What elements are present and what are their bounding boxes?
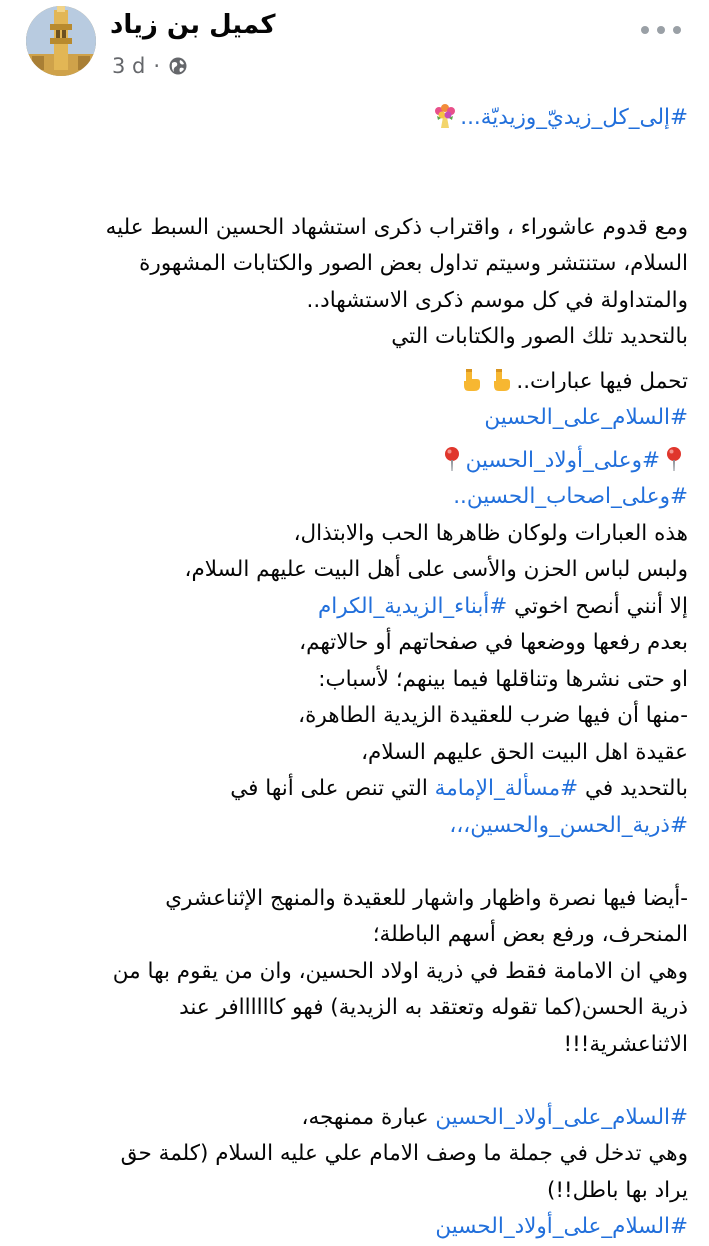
post-line: -أيضا فيها نصرة واظهار واشهار للعقيدة والمنهج الإثناعشري xyxy=(165,885,688,911)
dot-icon xyxy=(673,26,681,34)
author-name[interactable]: كميل بن زياد xyxy=(110,10,276,40)
post-line: او حتى نشرها وتناقلها فيما بينهم؛ لأسباب: xyxy=(318,666,688,692)
post-timestamp[interactable]: 3 d xyxy=(112,54,146,78)
post-header xyxy=(0,0,709,95)
hashtag-link[interactable]: #وعلى_اصحاب_الحسين.. xyxy=(453,484,688,509)
round-pushpin-icon xyxy=(662,446,686,472)
post-meta: 3 d · xyxy=(112,54,188,78)
pointing-down-icon xyxy=(458,367,484,393)
post-line: ذرية الحسن(كما تقوله وتعتقد به الزيدية) فهو كاااااافر عند xyxy=(179,995,688,1020)
post-line: ولبس لباس الحزن والأسى على أهل البيت عليهم السلام، xyxy=(184,557,688,582)
post-line xyxy=(36,1209,688,1246)
post-line xyxy=(36,400,688,437)
hashtag-link[interactable]: #أبناء_الزيدية_الكرام xyxy=(317,593,508,619)
post-line: يراد بها باطل!!) xyxy=(546,1177,688,1203)
hashtag-link[interactable]: #السلام_على_أولاد_الحسين xyxy=(435,1214,688,1239)
post-line: ومع قدوم عاشوراء ، واقتراب ذكرى استشهاد الحسين السبط عليه xyxy=(105,214,688,240)
hashtag-link[interactable]: #إلى_كل_زيديّ_وزيديّة... xyxy=(460,105,688,130)
globe-icon xyxy=(168,56,188,76)
post-line xyxy=(36,100,688,137)
post-line: بالتحديد في #مسألة_الإمامة التي تنص على أنها في xyxy=(230,776,688,801)
post-line xyxy=(36,443,688,480)
hashtag-link[interactable]: #السلام_على_الحسين xyxy=(484,405,688,430)
pointing-down-icon xyxy=(488,367,514,393)
post-line: بالتحديد تلك الصور والكتابات التي xyxy=(391,324,688,349)
hashtag-link[interactable]: #وعلى_أولاد_الحسين xyxy=(465,447,660,473)
post-line: تحمل فيها عبارات.. xyxy=(36,364,688,401)
post-line: المنحرف، ورفع بعض أسهم الباطلة؛ xyxy=(372,922,688,947)
post-line: وهي ان الامامة فقط في ذرية اولاد الحسين، وان من يقوم بها من xyxy=(112,958,688,984)
hashtag-link[interactable]: #السلام_على_أولاد_الحسين xyxy=(435,1104,688,1130)
post-line: هذه العبارات ولوكان ظاهرها الحب والابتذال، xyxy=(293,520,688,546)
avatar[interactable] xyxy=(26,6,96,76)
more-options-button[interactable] xyxy=(641,20,681,40)
hashtag-link[interactable]: #ذرية_الحسن_والحسين،،، xyxy=(449,812,688,838)
bouquet-icon xyxy=(432,103,458,129)
shrine-minaret-icon xyxy=(26,6,96,76)
post-line xyxy=(36,479,688,516)
post-line: -منها أن فيها ضرب للعقيدة الزيدية الطاهرة، xyxy=(298,703,688,728)
round-pushpin-icon xyxy=(440,446,464,472)
dot-icon xyxy=(657,26,665,34)
hashtag-link[interactable]: #مسألة_الإمامة xyxy=(434,776,579,801)
post-line: عقيدة اهل البيت الحق عليهم السلام، xyxy=(361,739,688,765)
post-body xyxy=(36,100,688,1246)
post-line: بعدم رفعها ووضعها في صفحاتهم أو حالاتهم، xyxy=(299,630,688,655)
post-line: #السلام_على_أولاد_الحسين عبارة ممنهجه، xyxy=(301,1104,688,1130)
post-line: السلام، ستنتشر وسيتم تداول بعض الصور والكتابات المشهورة xyxy=(139,251,688,276)
post-line xyxy=(36,808,688,845)
post-line: وهي تدخل في جملة ما وصف الامام علي عليه السلام (كلمة حق xyxy=(120,1141,688,1166)
post-line: إلا أنني أنصح اخوتي #أبناء_الزيدية_الكرام xyxy=(317,593,688,619)
post-line: الاثناعشرية!!! xyxy=(563,1031,688,1057)
post-line: والمتداولة في كل موسم ذكرى الاستشهاد.. xyxy=(306,287,688,313)
dot-icon xyxy=(641,26,649,34)
